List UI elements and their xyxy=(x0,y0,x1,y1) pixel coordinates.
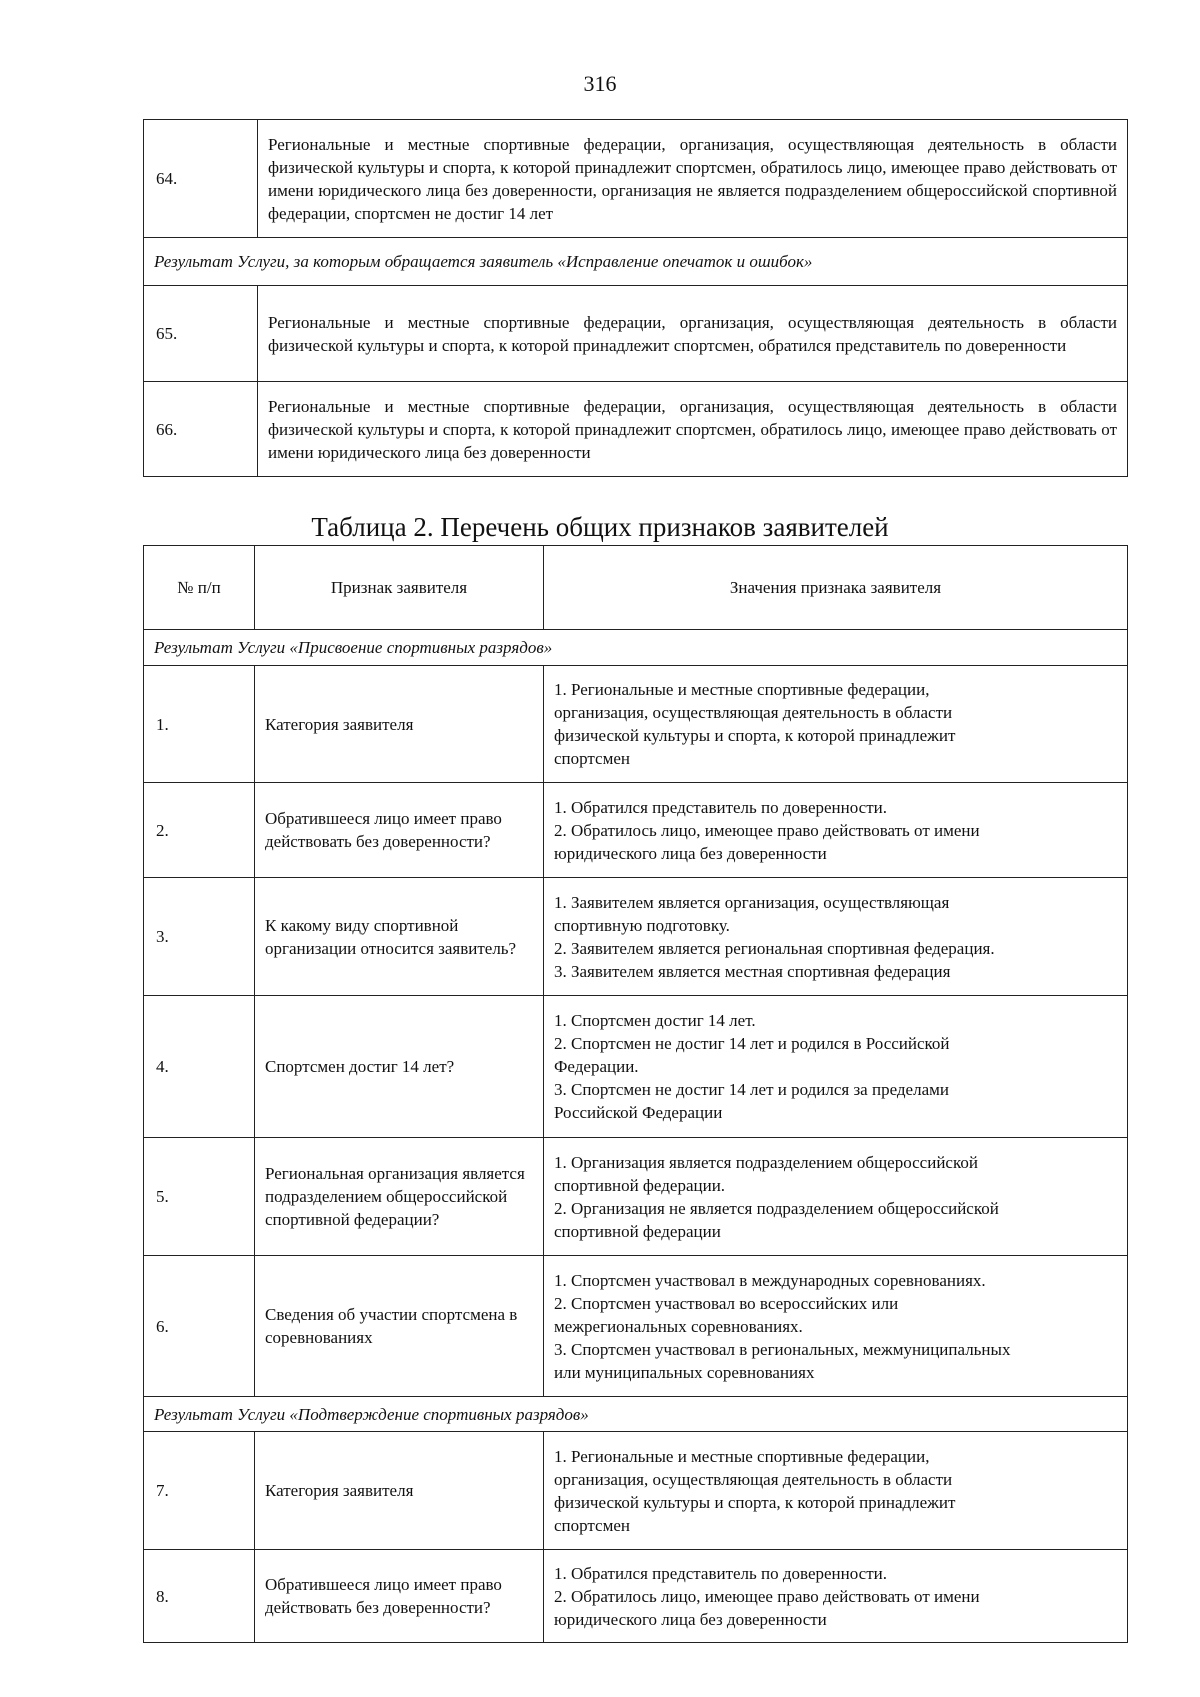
row-values xyxy=(544,1550,1128,1643)
value-line: 2. Обратилось лицо, имеющее право действовать от имени xyxy=(554,1586,980,1606)
value-line: 1. Спортсмен участвовал в международных соревнованиях. xyxy=(554,1270,986,1290)
row-values xyxy=(544,666,1128,783)
value-line: 3. Спортсмен не достиг 14 лет и родился за пределами xyxy=(554,1080,949,1099)
row-sign: Обратившееся лицо имеет право действовать без доверенности? xyxy=(255,783,544,878)
row-sign: Спортсмен достиг 14 лет? xyxy=(255,996,544,1138)
row-sign: Категория заявителя xyxy=(255,666,544,783)
value-line: 1. Региональные и местные спортивные федерации, xyxy=(554,680,930,699)
row-description: Региональные и местные спортивные федерации, организация, осуществляющая деятельность в области физической культуры и спорта, к которой принадлежит спортсмен, обратилось лицо, имеющее право действовать от имени юридического лица без доверенности xyxy=(258,382,1128,477)
value-line: 2. Обратилось лицо, имеющее право действовать от имени xyxy=(554,820,980,840)
header-row xyxy=(144,546,1128,630)
table-row xyxy=(144,382,1128,477)
row-values xyxy=(544,783,1128,878)
value-line: Федерации. xyxy=(554,1057,639,1076)
table-row xyxy=(144,666,1128,783)
section-title: Результат Услуги «Присвоение спортивных разрядов» xyxy=(144,630,1128,666)
value-line: спортивной федерации xyxy=(554,1221,721,1241)
row-number: 66. xyxy=(144,382,258,477)
value-line: Российской Федерации xyxy=(554,1103,723,1122)
page-number: 316 xyxy=(583,71,617,96)
row-number: 7. xyxy=(144,1432,255,1550)
row-sign: Категория заявителя xyxy=(255,1432,544,1550)
row-sign: К какому виду спортивной организации относится заявитель? xyxy=(255,878,544,996)
value-line: спортивную подготовку. xyxy=(554,915,730,935)
row-values xyxy=(544,1432,1128,1550)
value-line: юридического лица без доверенности xyxy=(554,843,827,863)
row-number: 2. xyxy=(144,783,255,878)
row-number: 3. xyxy=(144,878,255,996)
value-line: 1. Организация является подразделением общероссийской xyxy=(554,1152,978,1172)
value-line: межрегиональных соревнованиях. xyxy=(554,1316,803,1336)
table-row xyxy=(144,1256,1128,1397)
row-description: Региональные и местные спортивные федерации, организация, осуществляющая деятельность в области физической культуры и спорта, к которой принадлежит спортсмен, обратился представитель по доверенности xyxy=(258,286,1128,382)
value-line: организация, осуществляющая деятельность в области xyxy=(554,703,953,722)
value-line: спортивной федерации. xyxy=(554,1175,726,1195)
row-values xyxy=(544,1138,1128,1256)
value-line: физической культуры и спорта, к которой принадлежит xyxy=(554,1492,956,1512)
section-title: Результат Услуги «Подтверждение спортивных разрядов» xyxy=(144,1397,1128,1432)
value-line: 1. Обратился представитель по доверенности. xyxy=(554,797,887,817)
table-row xyxy=(144,1550,1128,1643)
value-line: юридического лица без доверенности xyxy=(554,1609,827,1629)
row-number: 6. xyxy=(144,1256,255,1397)
value-line: 3. Спортсмен участвовал в региональных, межмуниципальных xyxy=(554,1339,1011,1359)
table-row xyxy=(144,120,1128,238)
applicant-options-table-continued xyxy=(143,119,1128,477)
row-number: 8. xyxy=(144,1550,255,1643)
value-line: физической культуры и спорта, к которой принадлежит xyxy=(554,726,956,745)
row-description: Региональные и местные спортивные федерации, организация, осуществляющая деятельность в области физической культуры и спорта, к которой принадлежит спортсмен, обратилось лицо, имеющее право действовать от имени юридического лица без доверенности, организация не является подразделением общероссийской спортивной федерации, спортсмен не достиг 14 лет xyxy=(258,120,1128,238)
value-line: 1. Заявителем является организация, осуществляющая xyxy=(554,892,950,912)
value-line: 3. Заявителем является местная спортивная федерация xyxy=(554,961,951,981)
table-row xyxy=(144,1432,1128,1550)
row-values xyxy=(544,878,1128,996)
value-line: 2. Спортсмен не достиг 14 лет и родился в Российской xyxy=(554,1034,950,1053)
row-number: 4. xyxy=(144,996,255,1138)
value-line: 1. Обратился представитель по доверенности. xyxy=(554,1563,887,1583)
value-line: 1. Региональные и местные спортивные федерации, xyxy=(554,1446,930,1466)
table-row xyxy=(144,996,1128,1138)
row-sign: Сведения об участии спортсмена в соревнованиях xyxy=(255,1256,544,1397)
table-row xyxy=(144,878,1128,996)
row-number: 1. xyxy=(144,666,255,783)
value-line: или муниципальных соревнованиях xyxy=(554,1362,815,1382)
row-values xyxy=(544,996,1128,1138)
value-line: организация, осуществляющая деятельность в области xyxy=(554,1469,953,1489)
value-line: 1. Спортсмен достиг 14 лет. xyxy=(554,1011,756,1030)
value-line: спортсмен xyxy=(554,749,631,768)
section-row xyxy=(144,630,1128,666)
row-number: 65. xyxy=(144,286,258,382)
section-row xyxy=(144,238,1128,286)
table-2-title: Таблица 2. Перечень общих признаков заявителей xyxy=(311,512,889,542)
section-title: Результат Услуги, за которым обращается заявитель «Исправление опечаток и ошибок» xyxy=(144,238,1128,286)
section-row xyxy=(144,1397,1128,1432)
value-line: 2. Спортсмен участвовал во всероссийских или xyxy=(554,1293,899,1313)
row-sign: Региональная организация является подразделением общероссийской спортивной федерации? xyxy=(255,1138,544,1256)
header-number: № п/п xyxy=(144,546,255,630)
row-number: 64. xyxy=(144,120,258,238)
row-values xyxy=(544,1256,1128,1397)
table-row xyxy=(144,286,1128,382)
applicant-signs-table xyxy=(143,545,1128,1643)
table-row xyxy=(144,1138,1128,1256)
table-row xyxy=(144,783,1128,878)
value-line: 2. Организация не является подразделением общероссийской xyxy=(554,1198,999,1218)
row-sign: Обратившееся лицо имеет право действовать без доверенности? xyxy=(255,1550,544,1643)
row-number: 5. xyxy=(144,1138,255,1256)
value-line: спортсмен xyxy=(554,1515,631,1535)
value-line: 2. Заявителем является региональная спортивная федерация. xyxy=(554,938,995,958)
header-values: Значения признака заявителя xyxy=(544,546,1128,630)
header-sign: Признак заявителя xyxy=(255,546,544,630)
